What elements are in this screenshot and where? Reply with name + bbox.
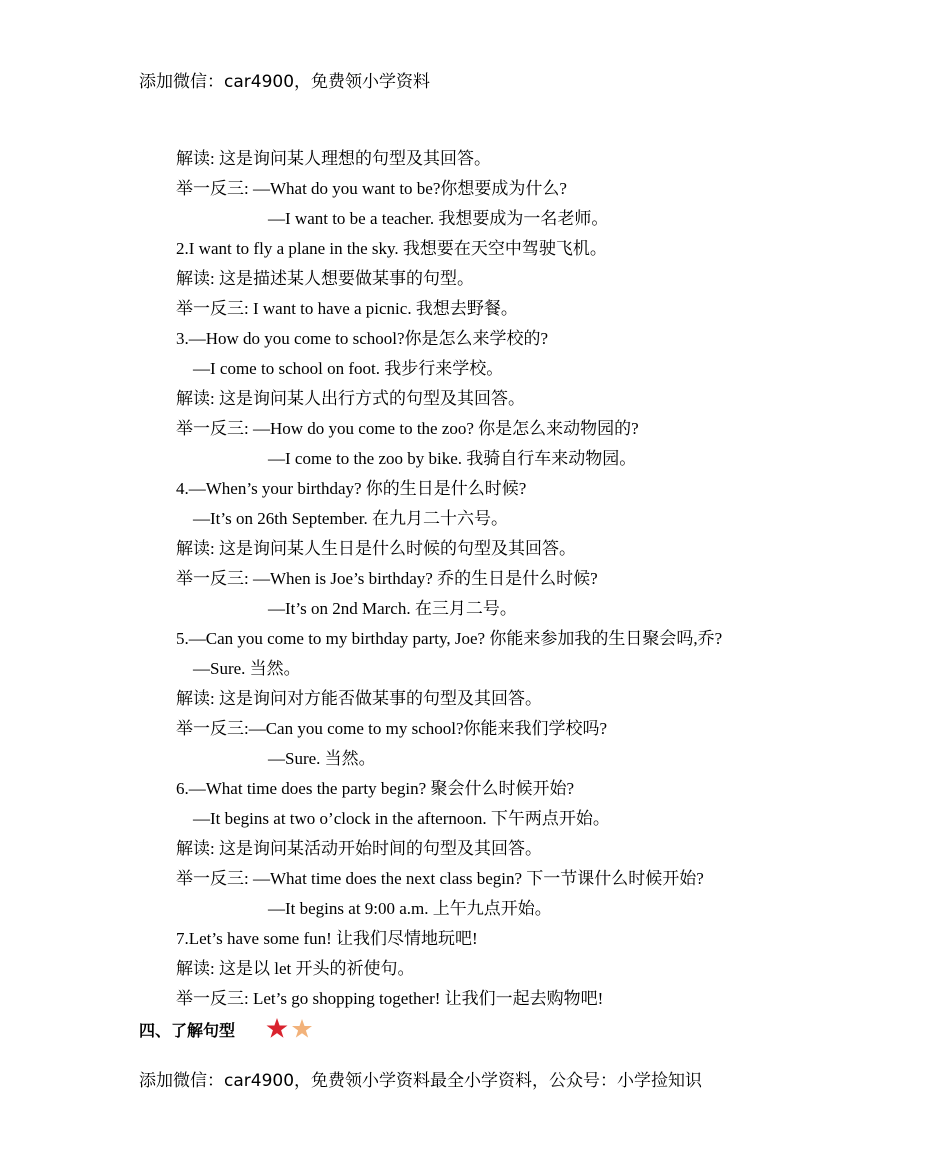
text-line: 6.—What time does the party begin? 聚会什么时候开始?: [176, 779, 574, 798]
text-line: 举一反三:—Can you come to my school?你能来我们学校吗?: [176, 719, 608, 738]
star-faded-icon: [292, 1019, 312, 1038]
text-line: 举一反三: —When is Joe’s birthday? 乔的生日是什么时候?: [176, 569, 598, 588]
text-line: —I want to be a teacher. 我想要成为一名老师。: [268, 209, 609, 228]
document-body: [0, 144, 950, 1014]
text-line: —I come to school on foot. 我步行来学校。: [193, 359, 504, 378]
text-line: 4.—When’s your birthday? 你的生日是什么时候?: [176, 479, 527, 498]
text-line: 7.Let’s have some fun! 让我们尽情地玩吧!: [176, 929, 478, 948]
text-line: —Sure. 当然。: [268, 749, 376, 768]
text-line: 2.I want to fly a plane in the sky. 我想要在天空中驾驶飞机。: [176, 239, 607, 258]
star-full-icon: [267, 1018, 288, 1038]
text-line: 解读: 这是描述某人想要做某事的句型。: [176, 269, 474, 288]
text-line: 解读: 这是询问某人生日是什么时候的句型及其回答。: [176, 539, 576, 558]
text-line: 5.—Can you come to my birthday party, Joe? 你能来参加我的生日聚会吗,乔?: [176, 629, 723, 648]
text-line: 举一反三: —What do you want to be?你想要成为什么?: [176, 179, 567, 198]
rating-stars: [264, 1014, 320, 1044]
text-line: 举一反三: Let’s go shopping together! 让我们一起去购物吧!: [176, 989, 604, 1008]
text-line: 解读: 这是询问某活动开始时间的句型及其回答。: [176, 839, 542, 858]
text-line: 举一反三: I want to have a picnic. 我想去野餐。: [176, 299, 518, 318]
text-line: 解读: 这是询问某人出行方式的句型及其回答。: [176, 389, 525, 408]
text-line: 解读: 这是询问某人理想的句型及其回答。: [176, 149, 491, 168]
text-line: —It’s on 26th September. 在九月二十六号。: [193, 509, 508, 528]
text-line: —It’s on 2nd March. 在三月二号。: [268, 599, 517, 618]
text-line: —It begins at 9:00 a.m. 上午九点开始。: [268, 899, 552, 918]
text-line: 举一反三: —What time does the next class begin? 下一节课什么时候开始?: [176, 869, 704, 888]
text-line: —It begins at two o’clock in the afternoon. 下午两点开始。: [193, 809, 610, 828]
text-line: 解读: 这是以 let 开头的祈使句。: [176, 959, 415, 978]
section-heading: 四、了解句型: [139, 1021, 236, 1040]
text-line: —I come to the zoo by bike. 我骑自行车来动物园。: [268, 449, 637, 468]
difficulty-rating: [264, 1014, 320, 1044]
text-line: 举一反三: —How do you come to the zoo? 你是怎么来动物园的?: [176, 419, 639, 438]
text-line: 3.—How do you come to school?你是怎么来学校的?: [176, 329, 549, 348]
footer-note: 添加微信：car4900，免费领小学资料最全小学资料，公众号：小学捡知识: [139, 1071, 703, 1091]
text-line: 解读: 这是询问对方能否做某事的句型及其回答。: [176, 689, 542, 708]
text-line: —Sure. 当然。: [193, 659, 301, 678]
header-note: 添加微信：car4900，免费领小学资料: [139, 72, 431, 92]
